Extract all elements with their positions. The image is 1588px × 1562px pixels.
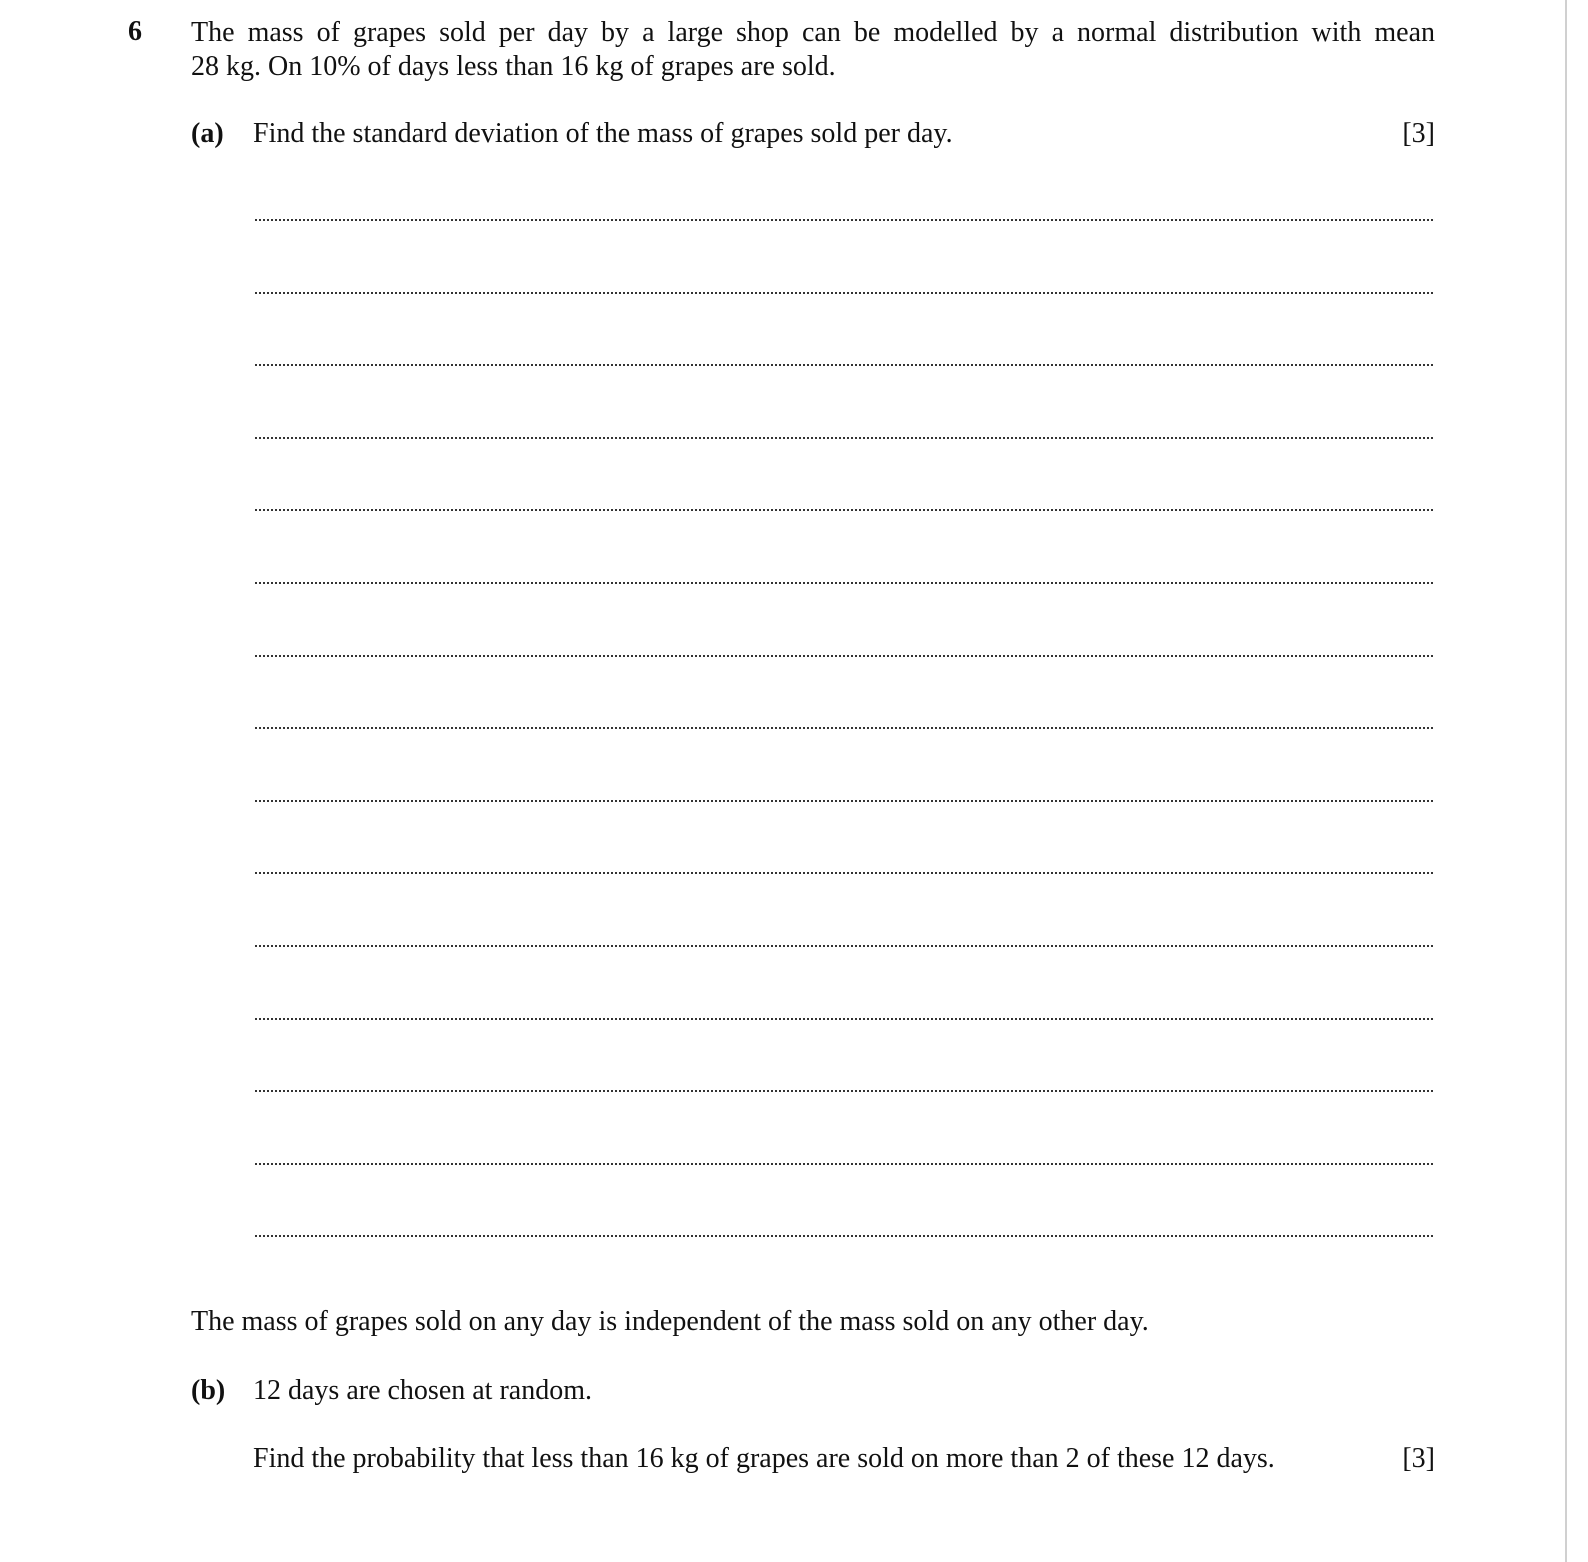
answer-line[interactable] (255, 1235, 1433, 1237)
answer-line[interactable] (255, 292, 1433, 294)
answer-line[interactable] (255, 800, 1433, 802)
part-b-text: Find the probability that less than 16 kg of grapes are sold on more than 2 of these 12 days. (253, 1443, 1275, 1474)
answer-line[interactable] (255, 509, 1433, 511)
part-b-label: (b) (191, 1375, 226, 1406)
part-a-text: Find the standard deviation of the mass of grapes sold per day. (253, 118, 953, 149)
answer-line[interactable] (255, 1163, 1433, 1165)
page-edge-divider (1565, 0, 1567, 1562)
answer-line[interactable] (255, 945, 1433, 947)
answer-line[interactable] (255, 1018, 1433, 1020)
answer-line[interactable] (255, 364, 1433, 366)
answer-line[interactable] (255, 872, 1433, 874)
answer-line[interactable] (255, 727, 1433, 729)
part-a-marks: [3] (1402, 118, 1435, 149)
answer-line[interactable] (255, 437, 1433, 439)
answer-line[interactable] (255, 582, 1433, 584)
question-number: 6 (128, 16, 142, 47)
part-b-intro: 12 days are chosen at random. (253, 1375, 592, 1406)
answer-line[interactable] (255, 1090, 1433, 1092)
independence-statement: The mass of grapes sold on any day is independent of the mass sold on any other day. (191, 1306, 1149, 1337)
question-stem (191, 16, 1435, 84)
answer-line[interactable] (255, 655, 1433, 657)
part-a-label: (a) (191, 118, 224, 149)
part-b-marks: [3] (1402, 1443, 1435, 1474)
question-stem-line-1: The mass of grapes sold per day by a large shop can be modelled by a normal distribution with mean (191, 17, 1435, 48)
answer-line[interactable] (255, 219, 1433, 221)
question-stem-line-2: 28 kg. On 10% of days less than 16 kg of grapes are sold. (191, 51, 836, 82)
